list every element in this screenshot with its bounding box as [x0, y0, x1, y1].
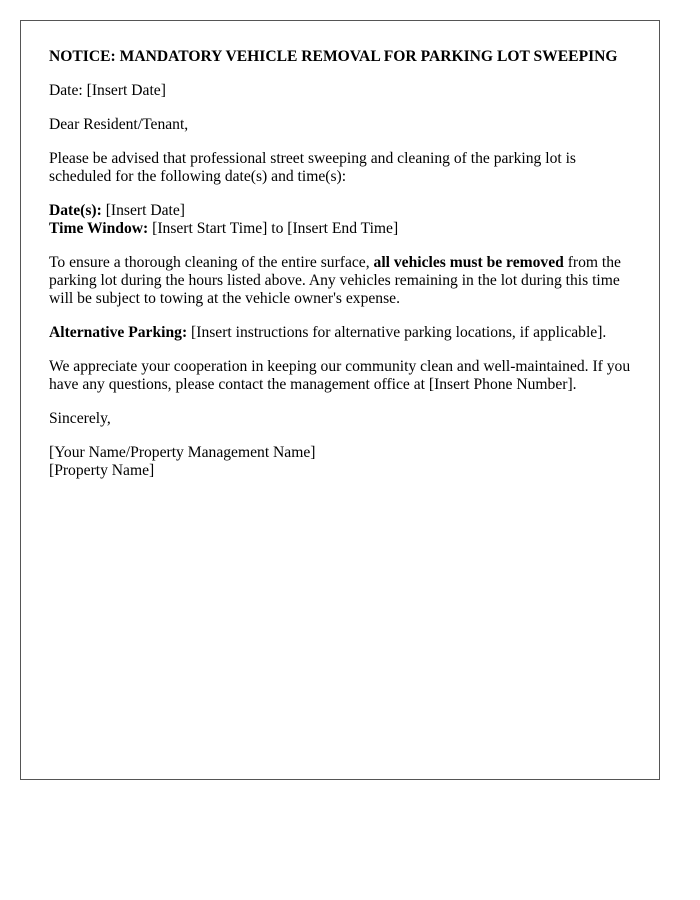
- signature-name: [Your Name/Property Management Name]: [49, 444, 316, 461]
- removal-paragraph: [49, 254, 631, 308]
- signoff: Sincerely,: [49, 410, 111, 427]
- notice-title: NOTICE: MANDATORY VEHICLE REMOVAL FOR PARKING LOT SWEEPING: [49, 48, 618, 65]
- removal-emphasis: all vehicles must be removed: [373, 254, 564, 271]
- removal-text-after: from the parking lot during the hours listed above. Any vehicles remaining in the lot during this time will be subject to towing at the vehicle owner's expense.: [49, 254, 621, 307]
- intro-paragraph: Please be advised that professional street sweeping and cleaning of the parking lot is scheduled for the following date(s) and time(s):: [49, 150, 577, 185]
- alternative-parking-label: Alternative Parking:: [49, 324, 188, 341]
- alternative-parking-paragraph: [49, 324, 631, 342]
- dates-value: [Insert Date]: [101, 202, 185, 219]
- dates-label: Date(s):: [49, 202, 102, 219]
- time-window-label: Time Window:: [49, 220, 149, 237]
- signature-block: [49, 444, 631, 480]
- salutation: Dear Resident/Tenant,: [49, 116, 189, 133]
- dates-row: [49, 202, 185, 219]
- time-window-row: [49, 220, 398, 237]
- alternative-parking-text: [Insert instructions for alternative parking locations, if applicable].: [187, 324, 607, 341]
- time-window-value: [Insert Start Time] to [Insert End Time]: [148, 220, 399, 237]
- closing-paragraph: We appreciate your cooperation in keeping our community clean and well-maintained. If you have any questions, please contact the management office at [Insert Phone Number].: [49, 358, 631, 393]
- date-line: Date: [Insert Date]: [49, 82, 166, 99]
- notice-letter: [20, 20, 660, 780]
- signature-property: [Property Name]: [49, 462, 155, 479]
- schedule-block: [49, 202, 631, 238]
- removal-text-before: To ensure a thorough cleaning of the entire surface,: [49, 254, 374, 271]
